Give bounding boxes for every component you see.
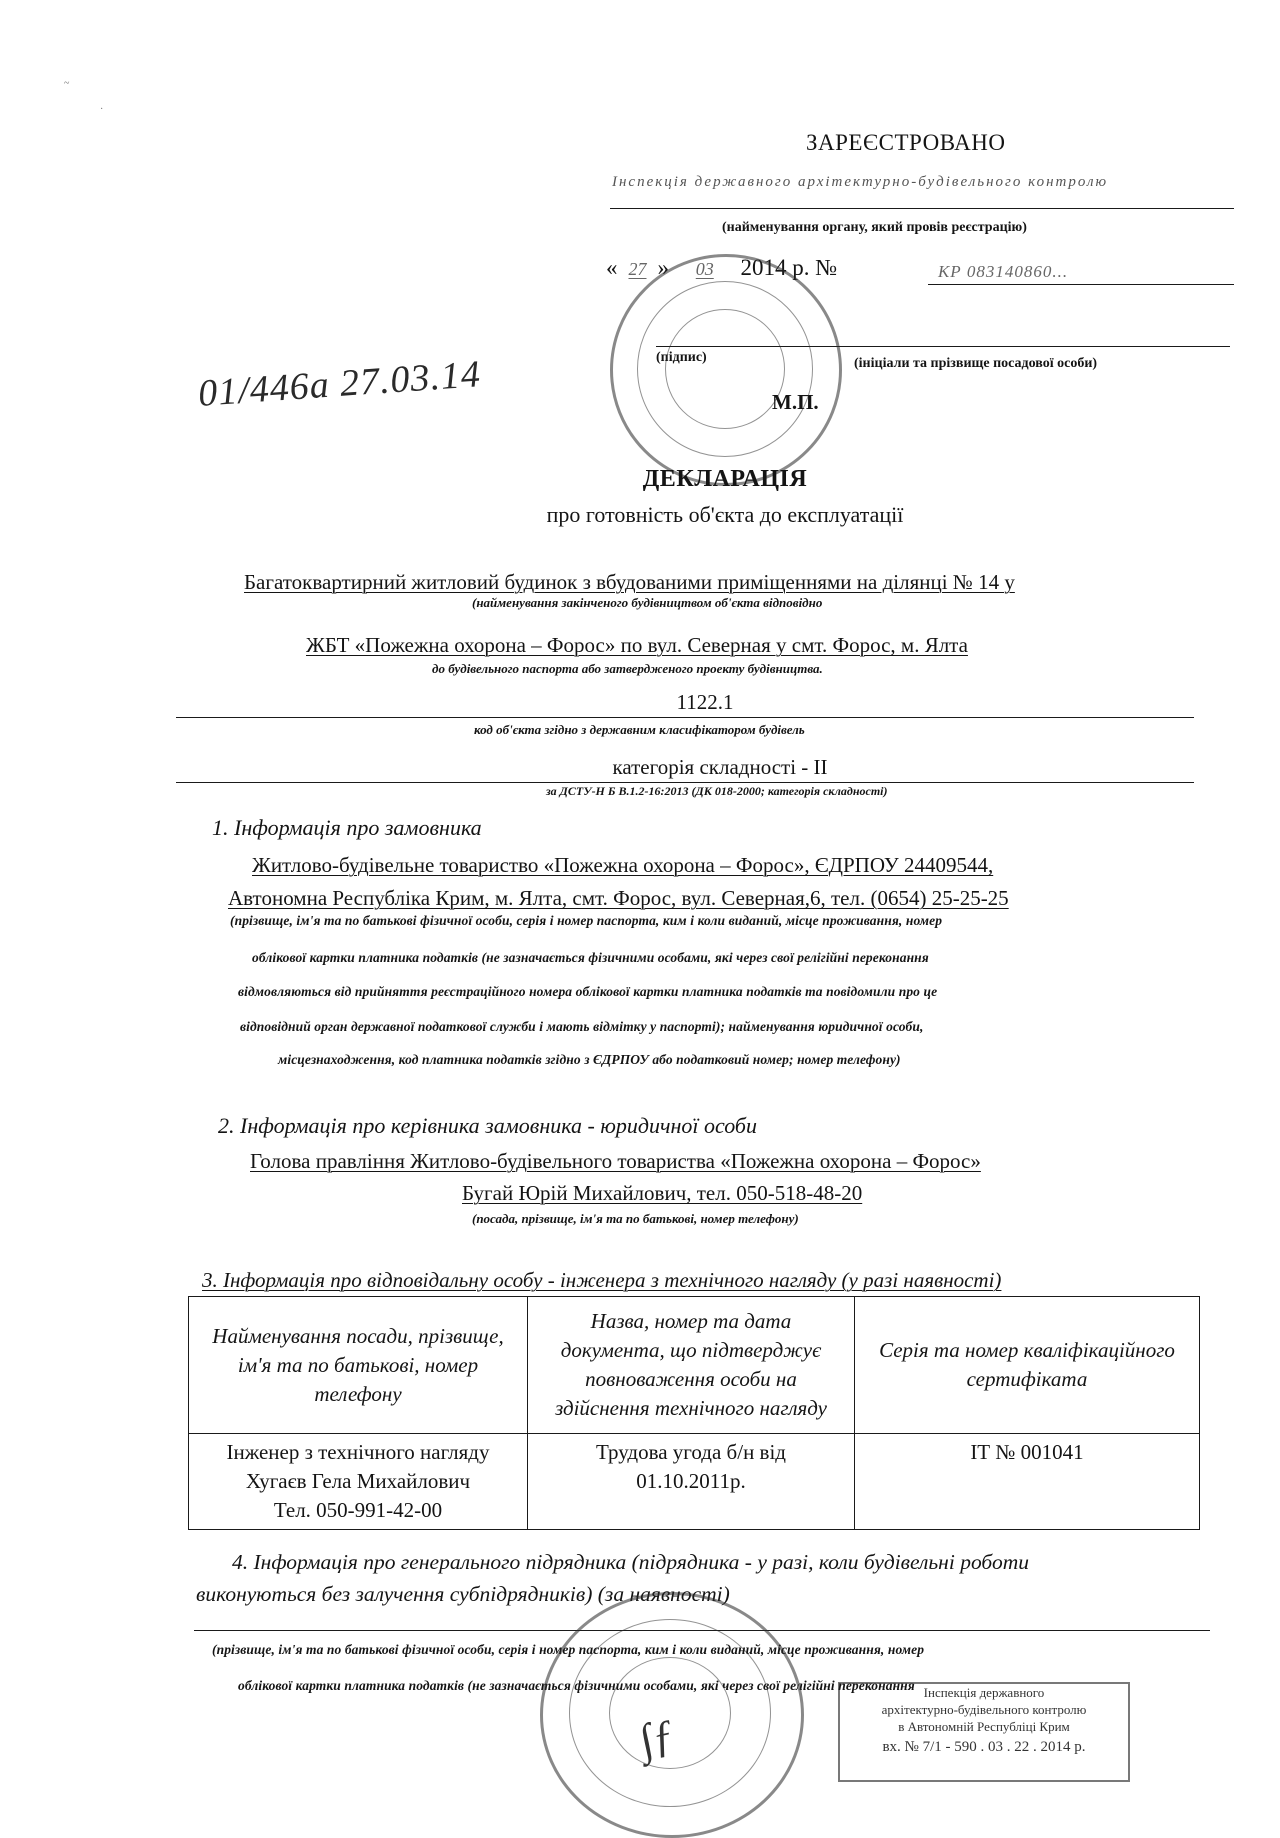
section4-note-line1: (прізвище, ім'я та по батькові фізичної особи, серія і номер паспорта, ким і коли виданий, місце проживання, номер bbox=[212, 1642, 925, 1657]
number-line bbox=[928, 284, 1234, 285]
section1-customer-line1: Житлово-будівельне товариство «Пожежна охорона – Форос», ЄДРПОУ 24409544, bbox=[252, 853, 994, 877]
inspection-box-stamp bbox=[838, 1682, 1130, 1782]
object-name-line1: Багатоквартирний житловий будинок з вбудованими приміщеннями на ділянці № 14 у bbox=[244, 570, 1015, 594]
bottom-signature: ∫ƒ bbox=[635, 1709, 679, 1766]
margin-mark: · bbox=[100, 104, 104, 115]
declaration-title: ДЕКЛАРАЦІЯ bbox=[642, 466, 808, 492]
date-day: 27 bbox=[628, 259, 647, 279]
section2-head-line2: Бугай Юрій Михайлович, тел. 050-518-48-20 bbox=[462, 1181, 863, 1205]
box-stamp-line3: в Автономній Республіці Крим bbox=[898, 1719, 1070, 1734]
object-name-caption1: (найменування закінченого будівництвом об'єкта відповідно bbox=[472, 595, 823, 610]
object-code-caption: код об'єкта згідно з державним класифікатором будівель bbox=[474, 722, 805, 737]
certificate-number: ІТ № 001041 bbox=[970, 1440, 1084, 1464]
engineer-name: Хугаєв Гела Михайлович bbox=[245, 1469, 471, 1493]
box-stamp-line4: вх. № 7/1 - 590 . 03 . 22 . 2014 р. bbox=[882, 1739, 1086, 1755]
document-cell bbox=[528, 1434, 855, 1530]
table-row bbox=[189, 1434, 1200, 1530]
signature-caption: (підпис) bbox=[656, 350, 707, 365]
date-quote-open: « bbox=[606, 255, 618, 280]
document-date: 01.10.2011р. bbox=[636, 1469, 746, 1493]
organ-caption: (найменування органу, який провів реєстрацію) bbox=[722, 220, 1027, 235]
date-quote-close: » bbox=[657, 255, 669, 280]
category-line bbox=[176, 782, 1194, 783]
section2-head-line1: Голова правління Житлово-будівельного товариства «Пожежна охорона – Форос» bbox=[250, 1149, 981, 1173]
section4-line2: виконуються без залучення субпідрядників) (за наявності) bbox=[196, 1582, 730, 1606]
object-category: категорія складності - II bbox=[612, 755, 828, 779]
date-year: 2014 р. bbox=[740, 255, 810, 280]
section2-heading: 2. Інформація про керівника замовника - юридичної особи bbox=[218, 1113, 757, 1138]
section1-note-line: облікової картки платника податків (не зазначається фізичними особами, які через свої релігійні переконання bbox=[252, 950, 929, 965]
code-line bbox=[176, 717, 1194, 718]
object-name-line2: ЖБТ «Пожежна охорона – Форос» по вул. Северная у смт. Форос, м. Ялта bbox=[306, 633, 968, 657]
engineer-position: Інженер з технічного нагляду bbox=[226, 1440, 490, 1464]
table-header-row bbox=[189, 1297, 1200, 1434]
object-name-caption2: до будівельного паспорта або затвердженого проекту будівництва. bbox=[432, 661, 823, 676]
round-seal-stamp bbox=[610, 254, 842, 486]
document-name: Трудова угода б/н від bbox=[595, 1440, 786, 1464]
section1-note-line: місцезнаходження, код платника податків згідно з ЄДРПОУ або податковий номер; номер телефону) bbox=[278, 1052, 901, 1067]
col1-header: Найменування посади, прізвище, ім'я та по батькові, номер телефону bbox=[189, 1297, 528, 1434]
section2-caption: (посада, прізвище, ім'я та по батькові, номер телефону) bbox=[472, 1211, 799, 1226]
section1-note-line: відмовляються від прийняття реєстраційного номера облікової картки платника податків та повідомили про це bbox=[238, 984, 938, 999]
object-code: 1122.1 bbox=[676, 690, 734, 714]
organ-line bbox=[610, 208, 1234, 209]
box-stamp-line1: Інспекція державного bbox=[923, 1685, 1045, 1700]
section3-heading: 3. Інформація про відповідальну особу - інженера з технічного нагляду (у разі наявності) bbox=[202, 1268, 1002, 1292]
object-category-caption: за ДСТУ-Н Б В.1.2-16:2013 (ДК 018-2000; категорія складності) bbox=[546, 784, 888, 798]
registration-organ-handwritten: Інспекція державного архітектурно-будівельного контролю bbox=[612, 174, 1109, 190]
section1-heading: 1. Інформація про замовника bbox=[212, 815, 482, 840]
section1-note-line: відповідний орган державної податкової служби і мають відмітку у паспорті); найменування юридичної особи, bbox=[240, 1019, 924, 1034]
section1-note-line: (прізвище, ім'я та по батькові фізичної особи, серія і номер паспорта, ким і коли виданий, місце проживання, номер bbox=[230, 913, 943, 928]
certificate-cell bbox=[855, 1434, 1200, 1530]
margin-mark: ~ bbox=[64, 78, 70, 89]
round-seal-stamp-bottom bbox=[540, 1592, 804, 1838]
col2-header: Назва, номер та дата документа, що підтверджує повноваження особи на здійснення технічного нагляду bbox=[528, 1297, 855, 1434]
engineer-phone: Тел. 050-991-42-00 bbox=[273, 1498, 443, 1522]
box-stamp-line2: архітектурно-будівельного контролю bbox=[881, 1702, 1087, 1717]
section4-note-line2: облікової картки платника податків (не зазначається фізичними особами, які через свої релігійні переконання bbox=[238, 1678, 915, 1693]
registration-number-handwritten: КР 083140860... bbox=[938, 262, 1069, 281]
section4-line1: 4. Інформація про генерального підрядника (підрядника - у разі, коли будівельні роботи bbox=[232, 1550, 1029, 1574]
number-label: № bbox=[815, 255, 838, 280]
col3-header: Серія та номер кваліфікаційного сертифіката bbox=[855, 1297, 1200, 1434]
registered-title: ЗАРЕЄСТРОВАНО bbox=[806, 130, 1006, 155]
section1-customer-line2: Автономна Республіка Крим, м. Ялта, смт. Форос, вул. Северная,6, тел. (0654) 25-25-25 bbox=[228, 886, 1009, 910]
seal-label: М.П. bbox=[772, 390, 819, 414]
margin-handwritten-note: 01/446а 27.03.14 bbox=[196, 353, 483, 415]
date-month: 03 bbox=[695, 259, 714, 279]
engineer-cell bbox=[189, 1434, 528, 1530]
declaration-subtitle: про готовність об'єкта до експлуатації bbox=[546, 502, 904, 527]
official-caption: (ініціали та прізвище посадової особи) bbox=[854, 356, 1098, 371]
engineer-table bbox=[188, 1296, 1200, 1530]
